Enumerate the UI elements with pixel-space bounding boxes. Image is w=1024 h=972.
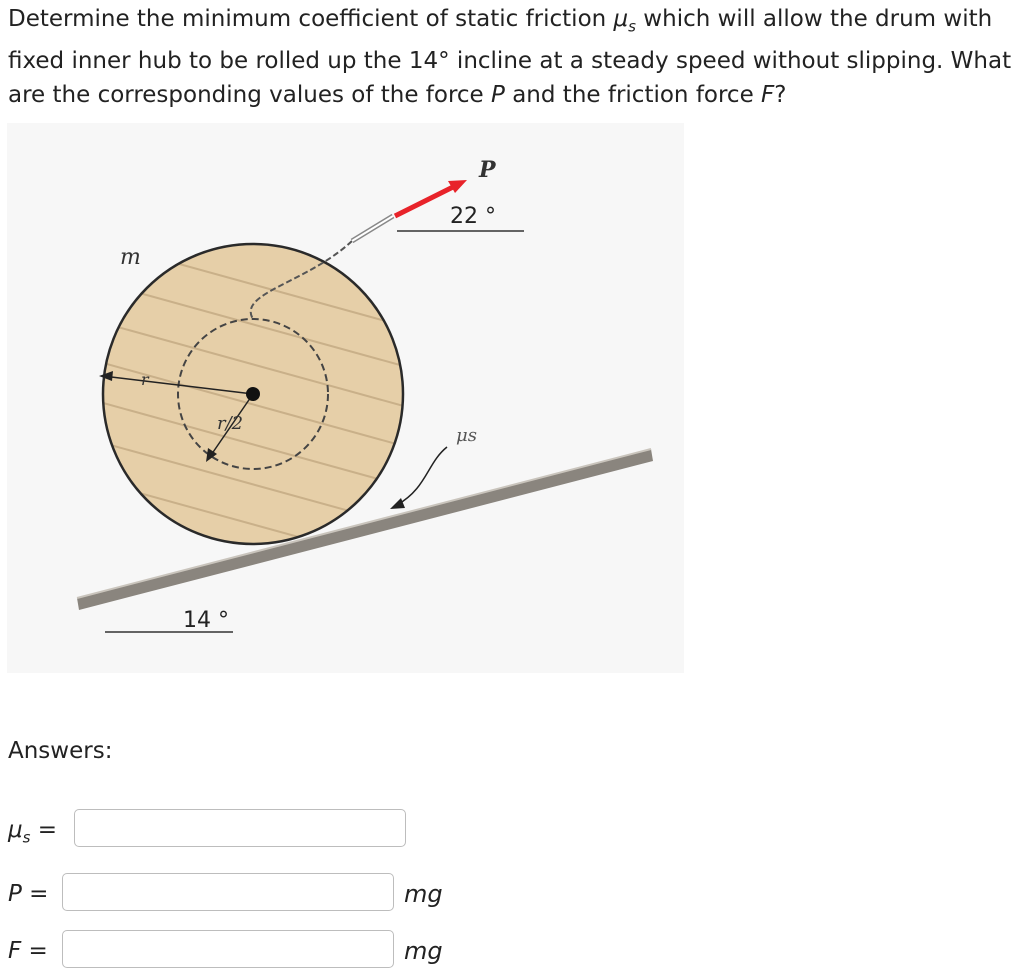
force-answer-label: P =: [8, 881, 49, 907]
mass-label: m: [120, 245, 141, 270]
friction-symbol: F: [761, 81, 775, 108]
friction-answer-label: F =: [8, 938, 48, 964]
force-answer-row: [8, 873, 468, 915]
force-answer-unit: mg: [404, 880, 443, 908]
friction-pointer-head: [390, 498, 405, 509]
center-dot: [246, 387, 260, 401]
friction-pointer: [397, 447, 447, 505]
mu-answer-input[interactable]: [74, 809, 406, 847]
mu-subscript: s: [628, 17, 636, 36]
force-answer-input[interactable]: [62, 873, 394, 911]
radius-label: r: [141, 370, 149, 389]
force-angle-label: 22 °: [450, 204, 496, 229]
force-label: P: [479, 157, 496, 183]
mu-answer-label: $\mu_s$ =: [8, 817, 58, 847]
problem-text-3: and the friction force: [504, 81, 762, 108]
problem-statement: [8, 2, 1018, 112]
problem-text-2: which will allow the drum with fixed inner hub to be rolled up the 14° incline at a steady speed without slipping. What are the corresponding values of the force: [8, 6, 1012, 108]
problem-text-1: Determine the minimum coefficient of static friction: [8, 6, 614, 32]
problem-text-4: ?: [774, 81, 787, 108]
hub-radius-label: r/2: [217, 413, 244, 434]
drum-incline-figure: [7, 123, 684, 673]
figure-svg: [7, 123, 684, 673]
force-symbol: P: [491, 81, 505, 108]
incline-angle-label: 14 °: [183, 608, 229, 633]
answers-heading: Answers:: [8, 738, 113, 764]
mu-answer-row: [8, 809, 428, 851]
friction-answer-input[interactable]: [62, 930, 394, 968]
force-arrow: [395, 186, 455, 216]
friction-coefficient-label: μs: [456, 425, 477, 446]
mu-symbol: μ: [613, 6, 629, 32]
friction-answer-unit: mg: [404, 937, 443, 965]
